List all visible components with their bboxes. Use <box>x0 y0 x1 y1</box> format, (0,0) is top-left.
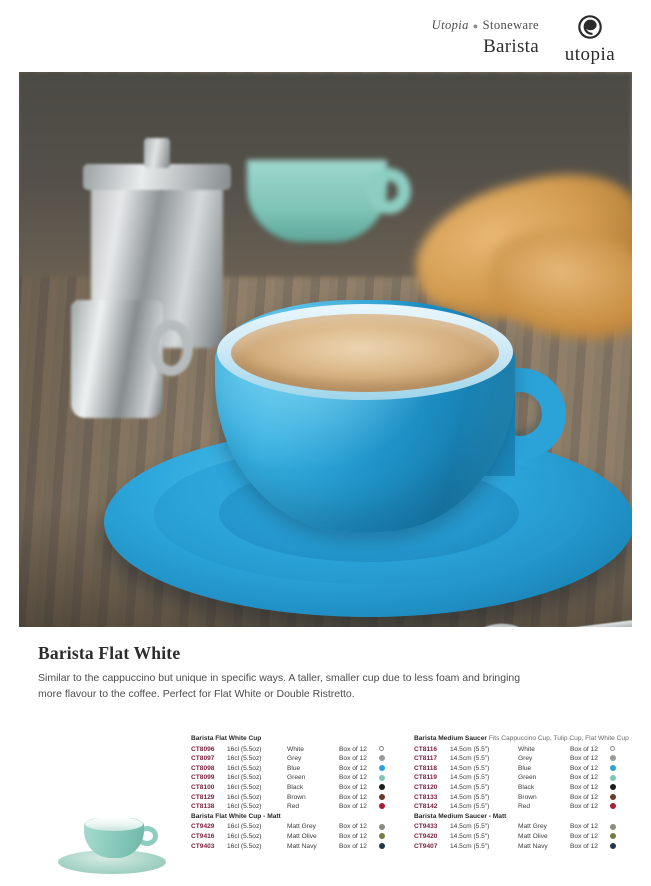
product-size: 16cl (5.5oz) <box>227 842 262 850</box>
spec-table-heading <box>414 734 646 745</box>
brand-separator-icon: ● <box>472 21 479 32</box>
colour-swatch-icon <box>610 833 616 839</box>
colour-swatch-cell <box>610 754 624 764</box>
product-size: 16cl (5.5oz) <box>227 803 262 811</box>
range-title: Barista <box>483 36 539 57</box>
spec-column-right <box>414 734 646 851</box>
spec-row <box>414 783 646 793</box>
product-colour: Red <box>287 803 300 811</box>
utopia-swirl-logo-icon <box>577 14 603 40</box>
product-size: 16cl (5.5oz) <box>227 793 262 801</box>
colour-swatch-cell <box>379 793 393 803</box>
brand-name: Utopia <box>431 18 469 32</box>
spec-row <box>191 773 406 783</box>
colour-swatch-icon <box>610 794 616 800</box>
product-pack-size: Box of 12 <box>339 755 367 763</box>
product-pack-size: Box of 12 <box>339 803 367 811</box>
colour-swatch-icon <box>610 775 616 781</box>
product-code: CT9407 <box>414 842 438 850</box>
spec-column-left <box>191 734 406 851</box>
product-size: 16cl (5.5oz) <box>227 764 262 772</box>
product-code: CT8099 <box>191 774 215 782</box>
product-colour: Brown <box>518 793 537 801</box>
colour-swatch-icon <box>610 765 616 771</box>
product-code: CT8118 <box>414 764 438 772</box>
product-pack-size: Box of 12 <box>570 832 598 840</box>
spec-table-heading <box>191 734 406 745</box>
product-pack-size: Box of 12 <box>339 774 367 782</box>
product-colour: Matt Olive <box>518 832 548 840</box>
product-pack-size: Box of 12 <box>339 764 367 772</box>
product-title: Barista Flat White <box>38 643 181 663</box>
spec-row <box>191 783 406 793</box>
product-code: CT9403 <box>191 842 215 850</box>
colour-swatch-cell <box>379 764 393 774</box>
spec-row <box>414 802 646 812</box>
brand-line <box>432 18 539 33</box>
product-size: 14.5cm (5.5") <box>450 764 490 772</box>
product-code: CT8138 <box>191 803 215 811</box>
colour-swatch-cell <box>610 822 624 832</box>
background-green-cup <box>247 160 387 242</box>
product-size: 16cl (5.5oz) <box>227 832 262 840</box>
product-colour: Black <box>518 783 535 791</box>
product-code: CT8116 <box>414 745 438 753</box>
product-code: CT8117 <box>414 755 438 763</box>
product-pack-size: Box of 12 <box>570 803 598 811</box>
colour-swatch-cell <box>610 793 624 803</box>
colour-swatch-cell <box>379 754 393 764</box>
product-pack-size: Box of 12 <box>570 774 598 782</box>
product-pack-size: Box of 12 <box>570 783 598 791</box>
coffee-press-knob <box>144 138 170 168</box>
product-pack-size: Box of 12 <box>339 842 367 850</box>
colour-swatch-cell <box>610 842 624 852</box>
colour-swatch-cell <box>379 745 393 755</box>
spec-row <box>414 764 646 774</box>
product-size: 14.5cm (5.5") <box>450 774 490 782</box>
spec-row <box>414 793 646 803</box>
product-size: 14.5cm (5.5") <box>450 793 490 801</box>
colour-swatch-icon <box>610 824 616 830</box>
background-green-cup-handle <box>367 168 411 214</box>
product-colour: Blue <box>518 764 532 772</box>
product-colour: Brown <box>287 793 306 801</box>
product-description-block <box>38 643 538 702</box>
product-colour: Matt Navy <box>287 842 317 850</box>
spec-row <box>191 793 406 803</box>
product-colour: Matt Navy <box>518 842 548 850</box>
colour-swatch-cell <box>610 832 624 842</box>
spec-row <box>191 832 406 842</box>
colour-swatch-cell <box>379 802 393 812</box>
product-colour: Matt Olive <box>287 832 317 840</box>
colour-swatch-icon <box>379 765 385 771</box>
colour-swatch-icon <box>610 843 616 849</box>
utopia-logo <box>547 14 633 66</box>
product-size: 14.5cm (5.5") <box>450 755 490 763</box>
product-size: 14.5cm (5.5") <box>450 803 490 811</box>
spec-table-heading <box>414 812 646 823</box>
product-code: CT9433 <box>414 823 438 831</box>
product-code: CT8120 <box>414 783 438 791</box>
product-code: CT9420 <box>414 832 438 840</box>
colour-swatch-icon <box>610 746 615 751</box>
spec-heading-text: Barista Flat White Cup - Matt <box>191 812 281 820</box>
product-size: 16cl (5.5oz) <box>227 823 262 831</box>
hero-product-photo <box>19 72 632 627</box>
product-pack-size: Box of 12 <box>339 832 367 840</box>
brand-material: Stoneware <box>482 18 539 32</box>
product-colour: Green <box>287 774 306 782</box>
colour-swatch-cell <box>379 842 393 852</box>
product-colour: Matt Grey <box>518 823 547 831</box>
colour-swatch-icon <box>379 746 384 751</box>
spec-heading-text: Barista Medium Saucer <box>414 735 487 742</box>
colour-swatch-cell <box>610 773 624 783</box>
product-code: CT8142 <box>414 803 438 811</box>
product-size: 16cl (5.5oz) <box>227 783 262 791</box>
specification-area <box>0 726 651 886</box>
spec-row <box>191 842 406 852</box>
product-pack-size: Box of 12 <box>570 745 598 753</box>
colour-swatch-icon <box>610 784 616 790</box>
colour-swatch-cell <box>379 822 393 832</box>
product-pack-size: Box of 12 <box>570 842 598 850</box>
page-header <box>0 0 651 70</box>
product-size: 14.5cm (5.5") <box>450 745 490 753</box>
product-size: 16cl (5.5oz) <box>227 745 262 753</box>
spec-row <box>414 842 646 852</box>
colour-swatch-cell <box>610 783 624 793</box>
product-pack-size: Box of 12 <box>339 823 367 831</box>
product-size: 14.5cm (5.5") <box>450 842 490 850</box>
colour-swatch-icon <box>379 794 385 800</box>
colour-swatch-cell <box>610 745 624 755</box>
product-code: CT8129 <box>191 793 215 801</box>
product-colour: Black <box>287 783 304 791</box>
colour-swatch-icon <box>610 803 616 809</box>
product-code: CT8096 <box>191 745 215 753</box>
colour-swatch-icon <box>379 833 385 839</box>
spec-heading-note: Fits Cappuccino Cup, Tulip Cup, Flat White Cup <box>486 735 629 742</box>
spec-heading-text: Barista Flat White Cup <box>191 735 262 742</box>
colour-swatch-cell <box>610 802 624 812</box>
product-colour: White <box>518 745 535 753</box>
colour-swatch-icon <box>379 775 385 781</box>
colour-swatch-icon <box>379 824 385 830</box>
colour-swatch-cell <box>379 773 393 783</box>
spec-row <box>414 745 646 755</box>
spec-row <box>191 754 406 764</box>
spec-row <box>191 822 406 832</box>
colour-swatch-icon <box>610 755 616 761</box>
logo-wordmark: utopia <box>564 44 616 65</box>
product-colour: Red <box>518 803 531 811</box>
spec-table-heading <box>191 812 406 823</box>
product-pack-size: Box of 12 <box>570 793 598 801</box>
colour-swatch-cell <box>379 832 393 842</box>
colour-swatch-icon <box>379 784 385 790</box>
spec-row <box>414 832 646 842</box>
product-size: 14.5cm (5.5") <box>450 783 490 791</box>
product-code: CT8119 <box>414 774 438 782</box>
product-colour: Blue <box>287 764 301 772</box>
product-code: CT8100 <box>191 783 215 791</box>
product-pack-size: Box of 12 <box>570 755 598 763</box>
product-pack-size: Box of 12 <box>339 793 367 801</box>
product-size: 14.5cm (5.5") <box>450 832 490 840</box>
milk-jug <box>71 300 163 418</box>
product-code: CT8097 <box>191 755 215 763</box>
colour-swatch-cell <box>379 783 393 793</box>
product-pack-size: Box of 12 <box>339 783 367 791</box>
spec-row <box>191 745 406 755</box>
colour-swatch-icon <box>379 803 385 809</box>
spec-row <box>414 773 646 783</box>
product-description-text: Similar to the cappuccino but unique in specific ways. A taller, smaller cup due to less foam and bringing more flavour to the coffee. Perfect for Flat White or Double Ristretto. <box>38 672 521 700</box>
product-colour: Grey <box>287 755 302 763</box>
product-size: 16cl (5.5oz) <box>227 755 262 763</box>
milk-jug-handle <box>149 320 193 376</box>
colour-swatch-icon <box>379 843 385 849</box>
product-pack-size: Box of 12 <box>339 745 367 753</box>
spec-row <box>191 764 406 774</box>
product-code: CT8098 <box>191 764 215 772</box>
product-colour: White <box>287 745 304 753</box>
product-code: CT9429 <box>191 823 215 831</box>
product-thumbnail <box>52 804 172 876</box>
product-code: CT8133 <box>414 793 438 801</box>
spec-heading-text: Barista Medium Saucer - Matt <box>414 812 507 820</box>
product-size: 14.5cm (5.5") <box>450 823 490 831</box>
spec-row <box>414 822 646 832</box>
product-code: CT9416 <box>191 832 215 840</box>
product-colour: Matt Grey <box>287 823 316 831</box>
spec-row <box>414 754 646 764</box>
hero-canvas <box>19 72 632 627</box>
colour-swatch-icon <box>379 755 385 761</box>
product-colour: Grey <box>518 755 533 763</box>
thumbnail-cup-rim <box>85 817 143 831</box>
colour-swatch-cell <box>610 764 624 774</box>
product-colour: Green <box>518 774 537 782</box>
product-pack-size: Box of 12 <box>570 764 598 772</box>
product-size: 16cl (5.5oz) <box>227 774 262 782</box>
coffee-crema-swirl <box>255 324 467 380</box>
product-pack-size: Box of 12 <box>570 823 598 831</box>
spec-row <box>191 802 406 812</box>
